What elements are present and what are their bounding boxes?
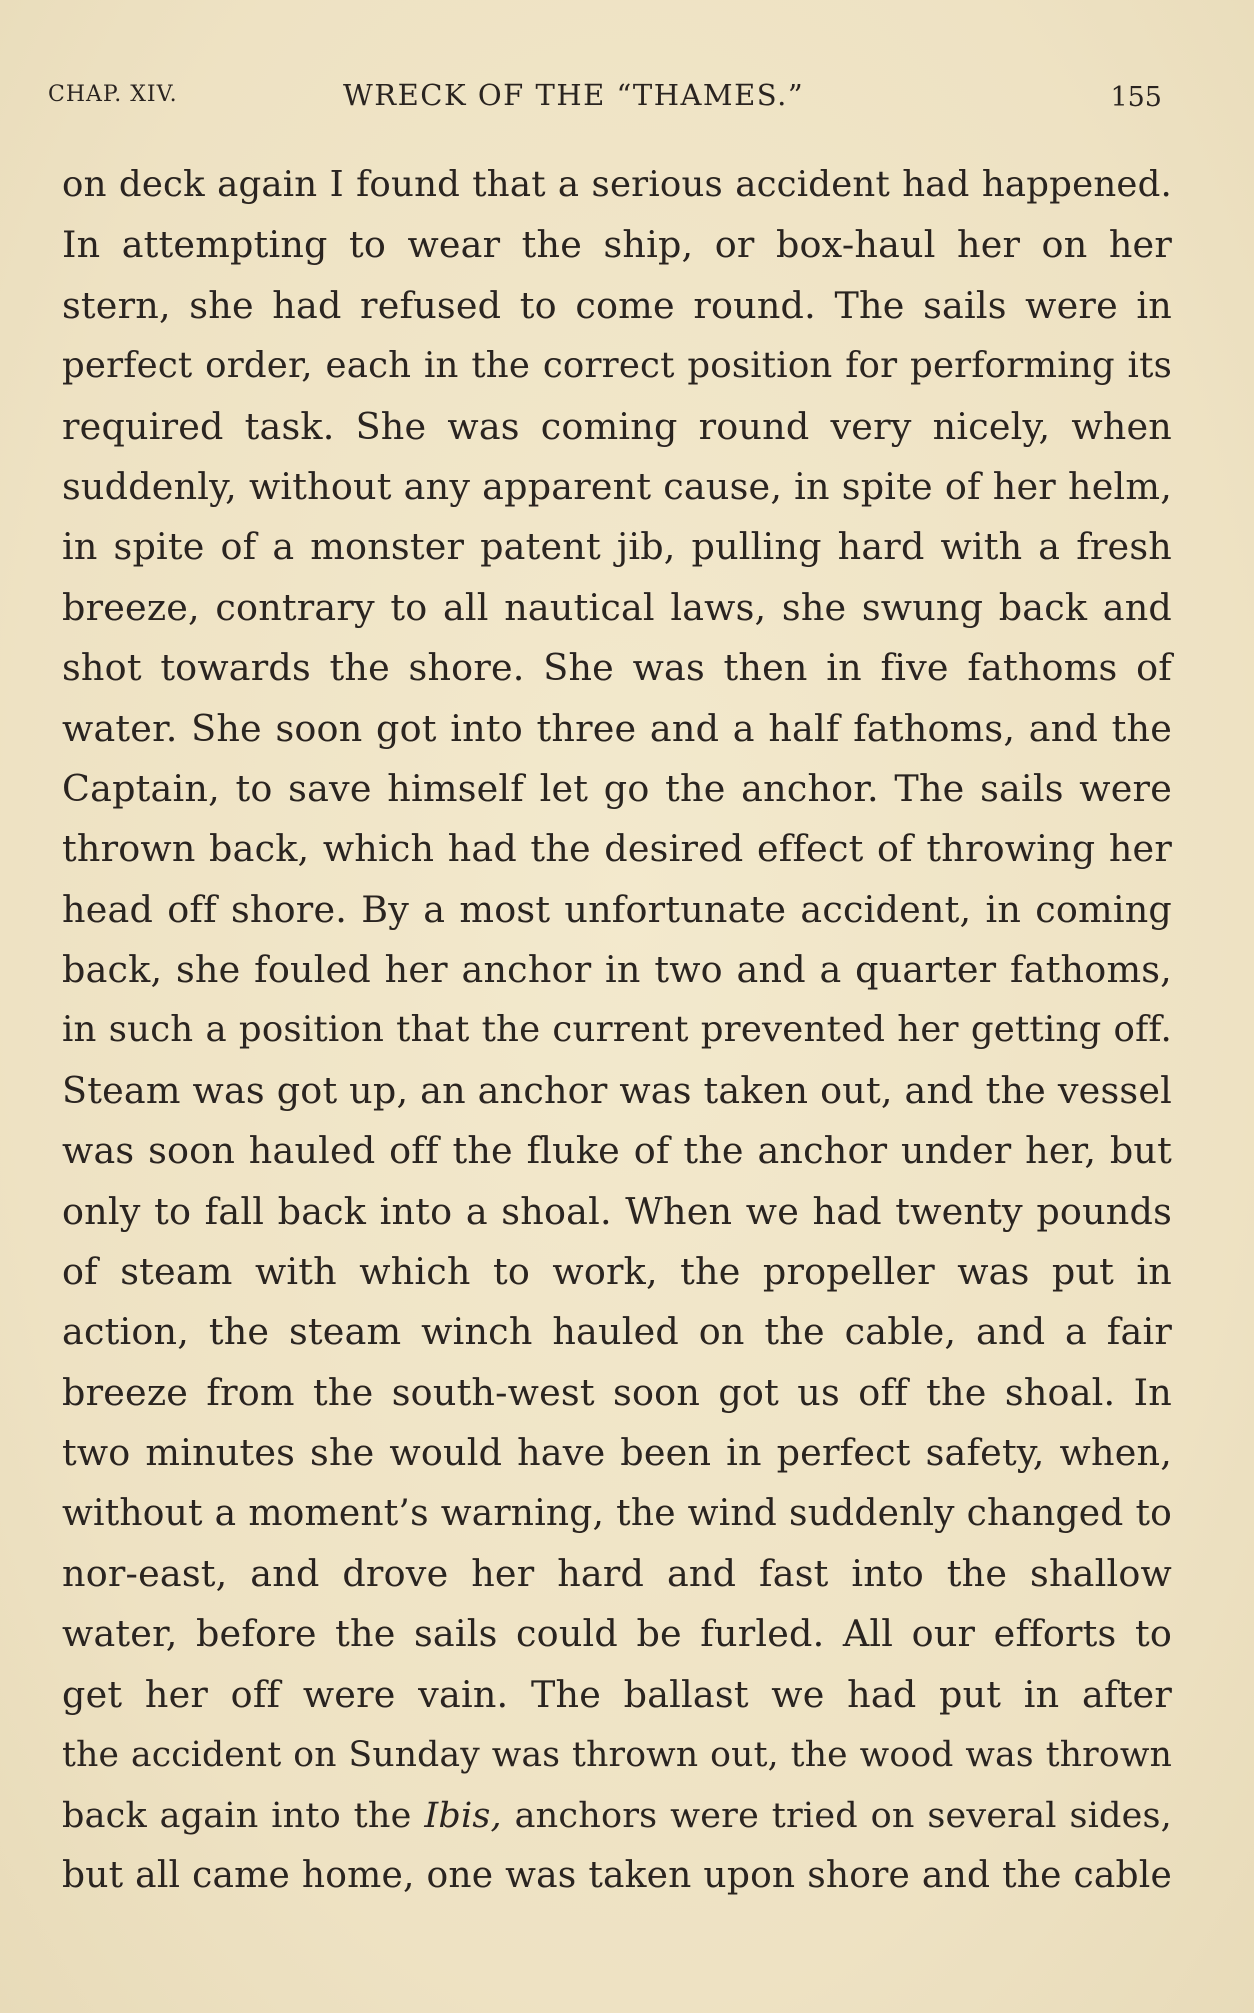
running-head [48,78,1162,118]
text-line: shot towards the shore. She was then in five fathoms of [62,646,1172,690]
text-line: back, she fouled her anchor in two and a quarter fathoms, [62,948,1172,992]
text-line: head off shore. By a most unfortunate accident, in coming [62,887,1172,931]
text-line: was soon hauled off the fluke of the anchor under her, but [62,1129,1172,1173]
text-line: water. She soon got into three and a half fathoms, and the [62,706,1172,750]
text-line: breeze from the south-west soon got us off the shoal. In [62,1370,1172,1414]
text-line: stern, she had refused to come round. The sails were in [62,283,1172,327]
body-text [62,155,1172,1906]
text-segment: back again into the [62,1795,425,1836]
text-line: but all came home, one was taken upon shore and the cable [62,1854,1172,1896]
text-line: thrown back, which had the desired effect of throwing her [62,827,1172,871]
text-line: Steam was got up, an anchor was taken out, and the vessel [62,1068,1172,1112]
text-line: breeze, contrary to all nautical laws, she swung back and [62,585,1172,629]
text-segment: anchors were tried on several sides, [501,1795,1172,1836]
text-line: two minutes she would have been in perfect safety, when, [62,1431,1172,1475]
text-line: on deck again I found that a serious accident had happened. [62,164,1172,205]
text-line-with-italic [62,1786,1172,1846]
text-line: the accident on Sunday was thrown out, the wood was thrown [62,1735,1172,1776]
text-line: required task. She was coming round very nicely, when [62,404,1172,448]
text-line: nor-east, and drove her hard and fast into the shallow [62,1551,1172,1595]
text-line: only to fall back into a shoal. When we had twenty pounds [62,1189,1172,1233]
text-line: of steam with which to work, the propeller was put in [62,1250,1172,1294]
text-line: water, before the sails could be furled. All our efforts to [62,1612,1172,1656]
text-line: Captain, to save himself let go the anchor. The sails were [62,766,1172,810]
ship-name-italic: Ibis, [424,1795,502,1836]
text-line: without a moment’s warning, the wind suddenly changed to [62,1492,1172,1534]
running-title: WRECK OF THE “THAMES.” [343,78,805,112]
text-line: in spite of a monster patent jib, pulling hard with a fresh [62,525,1172,569]
page-number: 155 [1110,82,1162,113]
chapter-label: CHAP. XIV. [48,82,178,107]
text-line: suddenly, without any apparent cause, in spite of her helm, [62,464,1172,508]
text-line: In attempting to wear the ship, or box-haul her on her [62,223,1172,267]
text-line: in such a position that the current prevented her getting off. [62,1009,1172,1051]
text-line: action, the steam winch hauled on the cable, and a fair [62,1310,1172,1354]
text-line: perfect order, each in the correct position for performing its [62,345,1172,387]
text-line: get her off were vain. The ballast we had put in after [62,1672,1172,1716]
